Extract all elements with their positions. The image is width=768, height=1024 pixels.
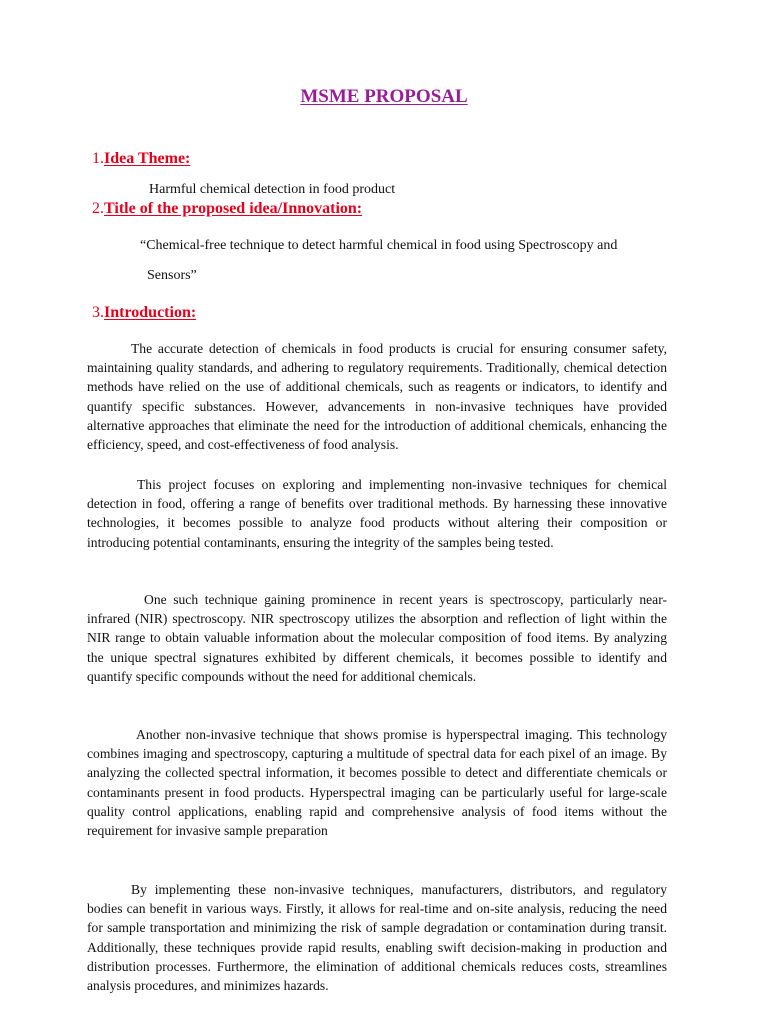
section-heading-idea-theme xyxy=(92,150,190,168)
section-heading-text: Introduction: xyxy=(104,304,197,321)
section-heading-text: Idea Theme: xyxy=(104,150,191,167)
document-title: MSME PROPOSAL xyxy=(300,86,468,107)
idea-theme-content: Harmful chemical detection in food product xyxy=(149,182,396,197)
proposed-title-line-1: “Chemical-free technique to detect harmful chemical in food using Spectroscopy and xyxy=(140,238,618,253)
proposed-title-line-2: Sensors” xyxy=(147,268,197,283)
section-heading-title xyxy=(92,200,362,218)
section-number: 2. xyxy=(92,200,104,217)
intro-paragraph-1: The accurate detection of chemicals in food products is crucial for ensuring consumer safety, maintaining quality standards, and adhering to regulatory requirements. Traditionally, chemical detection methods have relied on the use of additional chemicals, such as reagents or indicators, to identify and quantify specific substances. However, advancements in non-invasive techniques have provided alternative approaches that eliminate the need for the introduction of additional chemicals, enhancing the efficiency, speed, and cost-effectiveness of food analysis. xyxy=(87,341,667,453)
section-heading-text: Title of the proposed idea/Innovation: xyxy=(104,200,363,217)
intro-paragraph-3: One such technique gaining prominence in recent years is spectroscopy, particularly near-infrared (NIR) spectroscopy. NIR spectroscopy utilizes the absorption and reflection of light within the NIR range to obtain valuable information about the molecular composition of food items. By analyzing the unique spectral signatures exhibited by different chemicals, it becomes possible to identify and quantify specific compounds without the need for additional chemicals. xyxy=(87,592,667,684)
intro-paragraph-5: By implementing these non-invasive techniques, manufacturers, distributors, and regulatory bodies can benefit in various ways. Firstly, it allows for real-time and on-site analysis, reducing the need for sample transportation and minimizing the risk of sample degradation or contamination during transit. Additionally, these techniques provide rapid results, enabling swift decision-making in production and distribution processes. Furthermore, the elimination of additional chemicals reduces costs, streamlines analysis procedures, and minimizes hazards. xyxy=(87,882,667,994)
section-number: 1. xyxy=(92,150,104,167)
section-number: 3. xyxy=(92,304,104,321)
section-heading-introduction xyxy=(92,304,196,322)
intro-paragraph-4: Another non-invasive technique that shows promise is hyperspectral imaging. This technology combines imaging and spectroscopy, capturing a multitude of spectral data for each pixel of an image. By analyzing the collected spectral information, it becomes possible to detect and differentiate chemicals or contaminants present in food products. Hyperspectral imaging can be particularly useful for large-scale quality control applications, enabling rapid and comprehensive analysis of food items without the requirement for invasive sample preparation xyxy=(87,727,667,839)
intro-paragraph-2: This project focuses on exploring and implementing non-invasive techniques for chemical detection in food, offering a range of benefits over traditional methods. By harnessing these innovative technologies, it becomes possible to analyze food products without altering their composition or introducing potential contaminants, ensuring the integrity of the samples being tested. xyxy=(87,477,667,550)
